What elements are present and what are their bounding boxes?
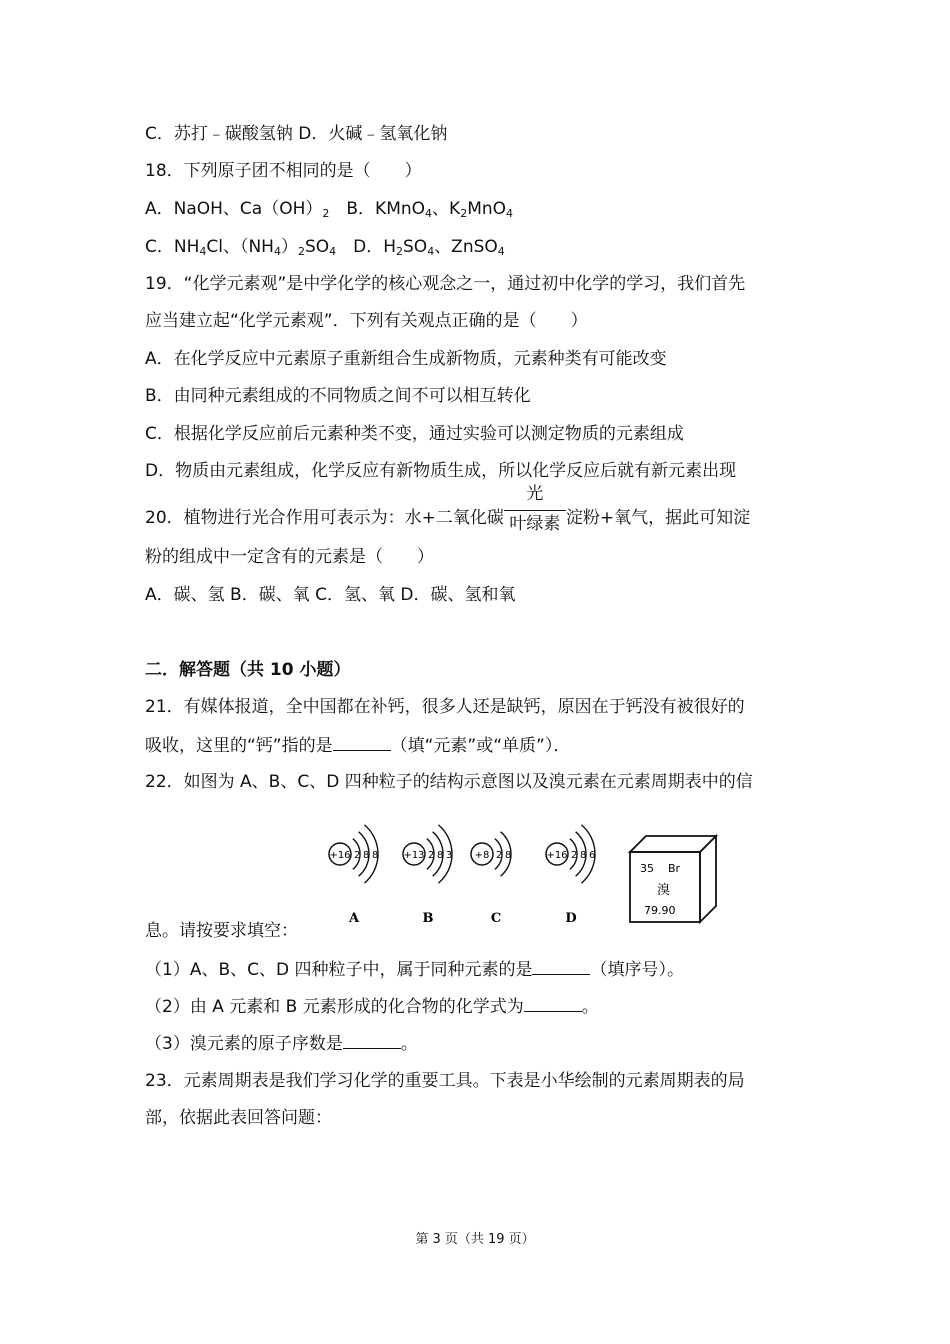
q17-options-cd: C．苏打﹣碳酸氢钠 D．火碱﹣氢氧化钠 <box>145 124 448 144</box>
particle-label: D <box>565 911 577 926</box>
q19-stem-line1: 19．“化学元素观”是中学化学的核心观念之一，通过初中化学的学习，我们首先 <box>145 274 746 294</box>
nucleus-charge: +16 <box>329 850 351 861</box>
q23-stem-line2: 部，依据此表回答问题： <box>145 1108 332 1128</box>
shell-electron-count: 3 <box>446 850 453 861</box>
shell-electron-count: 2 <box>428 850 435 861</box>
q22-sub2: （2）由 A 元素和 B 元素形成的化合物的化学式为 。 <box>145 993 599 1020</box>
q23-stem-line1: 23．元素周期表是我们学习化学的重要工具。下表是小华绘制的元素周期表的局 <box>145 1071 745 1091</box>
particle-label: A <box>348 911 360 926</box>
q19-option-a: A．在化学反应中元素原子重新组合生成新物质，元素种类有可能改变 <box>145 349 667 369</box>
element-mass: 79.90 <box>644 904 676 917</box>
answer-blank[interactable] <box>343 1030 401 1049</box>
answer-blank[interactable] <box>333 732 391 751</box>
q22-stem-line1: 22．如图为 A、B、C、D 四种粒子的结构示意图以及溴元素在元素周期表中的信 <box>145 772 753 792</box>
nucleus-charge: +13 <box>403 850 425 861</box>
q18-options-cd: C．$NH_4Cl$、$(NH_4)_2SO_4$ D．$H_2SO_4$、ZnSO$_4$ <box>145 237 505 258</box>
page-footer: 第 3 页（共 19 页） <box>415 1232 535 1247</box>
q19-option-c: C．根据化学反应前后元素种类不变，通过实验可以测定物质的元素组成 <box>145 424 684 444</box>
particle-label: B <box>422 911 434 926</box>
q19-option-d: D．物质由元素组成，化学反应有新物质生成，所以化学反应后就有新元素出现 <box>145 461 737 481</box>
shell-electron-count: 8 <box>437 850 444 861</box>
answer-blank[interactable] <box>532 956 590 975</box>
shell-electron-count: 8 <box>505 850 512 861</box>
section-title: 二．解答题（共 10 小题） <box>145 660 351 680</box>
particle-label: C <box>490 911 502 926</box>
nucleus-charge: +16 <box>546 850 568 861</box>
q22-sub3: （3）溴元素的原子序数是 。 <box>145 1030 418 1057</box>
shell-electron-count: 8 <box>363 850 370 861</box>
shell-electron-count: 2 <box>496 850 503 861</box>
q20-options: A．碳、氢 B．碳、氧 C．氢、氧 D．碳、氢和氧 <box>145 585 516 605</box>
particle-d <box>546 825 595 926</box>
shell-electron-count: 2 <box>571 850 578 861</box>
particle-c <box>471 832 511 926</box>
q19-option-b: B．由同种元素组成的不同物质之间不可以相互转化 <box>145 386 531 406</box>
shell-electron-count: 2 <box>354 850 361 861</box>
q21-stem-line2: 吸收，这里的“钙”指的是 （填“元素”或“单质”）． <box>145 732 570 759</box>
q18-stem: 18．下列原子团不相同的是（ ） <box>145 161 422 181</box>
q22-sub1: （1）A、B、C、D 四种粒子中，属于同种元素的是 （填序号）。 <box>145 956 684 983</box>
shell-electron-count: 8 <box>580 850 587 861</box>
element-name: 溴 <box>657 883 671 898</box>
element-symbol: Br <box>668 862 681 875</box>
answer-blank[interactable] <box>524 993 582 1012</box>
q20-stem-line2: 粉的组成中一定含有的元素是（ ） <box>145 547 434 567</box>
shell-electron-count: 6 <box>589 850 596 861</box>
element-number: 35 <box>640 862 654 875</box>
nucleus-charge: +8 <box>474 850 490 861</box>
particle-b <box>403 825 452 926</box>
particle-a <box>329 825 378 926</box>
particle-structure-figure <box>312 810 722 930</box>
shell-electron-count: 8 <box>372 850 379 861</box>
q22-stem-line2: 息。请按要求填空： <box>145 921 298 941</box>
q18-options-ab: A．NaOH、$Ca(OH)_2$ B．KMnO$_4$、$K_2MnO_4$ <box>145 199 514 220</box>
bromine-element-box <box>630 836 716 922</box>
reaction-condition: $\frac{\text{光}}{\text{叶绿素}}$ <box>504 497 566 523</box>
q21-stem-line1: 21．有媒体报道，全中国都在补钙，很多人还是缺钙，原因在于钙没有被很好的 <box>145 697 745 717</box>
q20-stem-line1: 20．植物进行光合作用可表示为：水+二氧化碳 $\frac{\text{光}}{\text{叶绿素}}$ 淀粉+氧气，据此可知淀 <box>145 484 751 534</box>
q19-stem-line2: 应当建立起“化学元素观”．下列有关观点正确的是（ ） <box>145 311 588 331</box>
